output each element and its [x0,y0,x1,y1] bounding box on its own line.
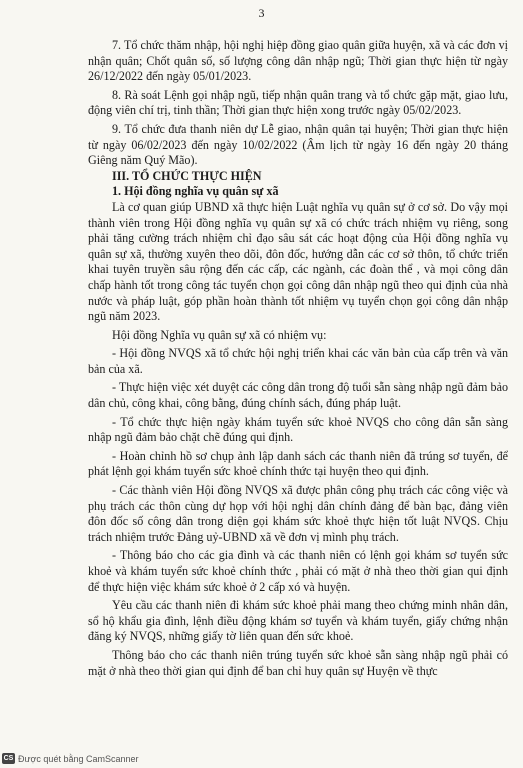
document-body [88,38,508,679]
duty-item-review: - Thực hiện việc xét duyệt các công dân trong độ tuổi sẵn sàng nhập ngũ đảm bảo dân chủ, công khai, công bằng, đúng chính sách, đúng pháp luật. [88,380,508,411]
duty-item-health-check: - Tổ chức thực hiện ngày khám tuyển sức khoẻ NVQS cho công dân sẵn sàng nhập ngũ đảm bảo chặt chẽ đúng qui định. [88,414,508,445]
paragraph-notify-recruits: Thông báo cho các thanh niên trúng tuyển sức khoẻ sẵn sàng nhập ngũ phải có mặt ở nhà theo thời gian qui định để ban chỉ huy quân sự Huyện về thực [88,647,508,678]
duty-item-members: - Các thành viên Hội đồng NVQS xã được phân công phụ trách các công việc và phụ trách các thôn cùng dự họp với hội nghị dân chính đảng để bàn bạc, đảng viên đôn đốc số công dân trong diện gọi khám sức khoẻ thực hiện tốt luật NVQS. Chịu trách nhiệm trước Đảng uỷ-UBND xã về đơn vị mình phụ trách. [88,483,508,544]
paragraph-council-role: Là cơ quan giúp UBND xã thực hiện Luật nghĩa vụ quân sự ở cơ sở. Do vậy mọi thành viên trong Hội đồng nghĩa vụ quân sự xã có chức trách nhiệm vụ riêng, song phải tăng cường trách nhiệm chỉ đạo sâu sát các hoạt động của Hội đồng nghĩa vụ quân sự xã, thường xuyên theo dõi, đôn đốc, hướng dẫn các cơ sở thôn, tổ chức triển khai tuyên truyền sâu rộng đến các cấp, các ngành, các đoàn thể , và mọi công dân chấp hành tốt trong công tác tuyển chọn gọi công dân nhập ngũ theo qui định của nhà nước và pháp luật, góp phần hoàn thành tốt nhiệm vụ tuyển chọn gọi công dân nhập ngũ năm 2023. [88,199,508,324]
paragraph-item-9: 9. Tổ chức đưa thanh niên dự Lễ giao, nhận quân tại huyện; Thời gian thực hiện từ ngày 06/02/2023 đến ngày 10/02/2022 (Âm lịch từ ngày 16 đến ngày 20 tháng Giêng năm Quý Mão). [88,121,508,168]
duty-item-notify-families: - Thông báo cho các gia đình và các thanh niên có lệnh gọi khám sơ tuyển sức khoẻ và khám tuyển sức khoẻ chính thức , phải có mặt ở nhà theo thời gian qui định để thực hiện việc khám sức khoẻ ở 2 cấp xó và huyện. [88,548,508,594]
subsection-heading-council: 1. Hội đồng nghĩa vụ quân sự xã [112,184,279,199]
page-number: 3 [258,6,265,20]
duty-item-dossier: - Hoàn chỉnh hồ sơ chụp ảnh lập danh sách các thanh niên đã trúng sơ tuyển, để phát lệnh gọi khám tuyển sức khoẻ chính thức tại huyện theo qui định. [88,448,508,479]
paragraph-requirements: Yêu cầu các thanh niên đi khám sức khoẻ phải mang theo chứng minh nhân dân, sổ hộ khẩu gia đình, lệnh điều động khám sơ tuyển và khám tuyển, giấy chứng nhận đăng ký NVQS, những giấy tờ liên quan đến sức khoẻ. [88,598,508,644]
scanner-watermark [2,753,139,764]
duty-item-conference: - Hội đồng NVQS xã tổ chức hội nghị triển khai các văn bản của cấp trên và văn bản của xã. [88,346,508,376]
paragraph-item-8: 8. Rà soát Lệnh gọi nhập ngũ, tiếp nhận quân trang và tổ chức gặp mặt, giao lưu, động viên chí trị, tinh thần; Thời gian thực hiện xong trước ngày 05/02/2023. [88,87,508,118]
section-heading-implementation: III. TỔ CHỨC THỰC HIỆN [112,168,262,183]
paragraph-council-duties-intro: Hội đồng Nghĩa vụ quân sự xã có nhiệm vụ: [112,327,327,342]
paragraph-item-7: 7. Tổ chức thăm nhập, hội nghị hiệp đồng giao quân giữa huyện, xã và các đơn vị nhận quân; Chốt quân số, số lượng công dân nhập ngũ; Thời gian thực hiện từ ngày 26/12/2022 đến ngày 05/01/2023. [88,38,508,84]
camscanner-logo-icon: CS [3,755,14,762]
watermark-text: Được quét bằng CamScanner [18,753,139,764]
